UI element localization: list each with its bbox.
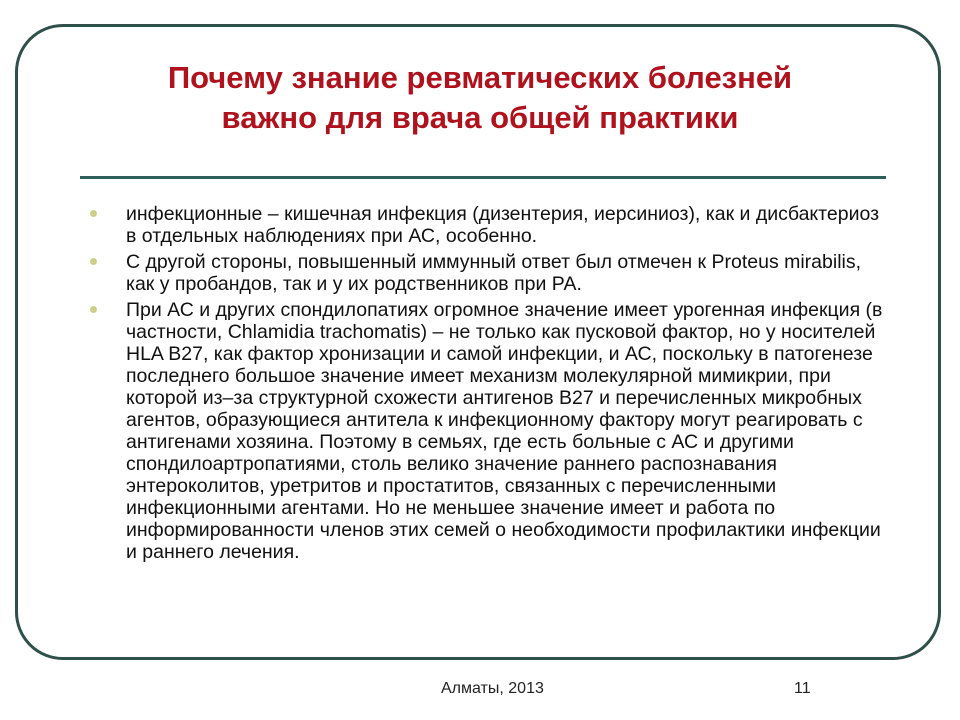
- bullet-item: [90, 251, 890, 295]
- footer-city-year: Алматы, 2013: [441, 680, 544, 697]
- bullet-text: инфекционные – кишечная инфекция (дизентерия, иерсиниоз), как и дисбактериоз в отдельных наблюдениях при АС, особенно.: [126, 203, 880, 247]
- slide-title-line-1: Почему знание ревматических болезней: [167, 60, 793, 95]
- bullet-item: [90, 299, 890, 563]
- slide-title: [60, 58, 900, 138]
- title-divider: [80, 176, 886, 179]
- bullet-dot-icon: [90, 258, 97, 265]
- bullet-text: С другой стороны, повышенный иммунный ответ был отмечен к Proteus mirabilis, как у пробандов, так и у их родственников при РА.: [126, 251, 862, 295]
- slide-title-line-2: важно для врача общей практики: [221, 100, 739, 135]
- bullet-dot-icon: [90, 210, 97, 217]
- page-number: 11: [794, 680, 811, 697]
- bullet-list: [90, 203, 890, 567]
- bullet-item: [90, 203, 890, 247]
- bullet-text: При АС и других спондилопатиях огромное значение имеет урогенная инфекция (в частности, Chlamidia trachomatis) – не только как пусковой фактор, но у носителей HLA B27, как фактор хронизации и самой инфекции, и АС, поскольку в патогенезе последнего большое значение имеет механизм молекулярной мимикрии, при которой из–за структурной схожести антигенов В27 и перечисленных микробных агентов, образующиеся антитела к инфекционному фактору могут реагировать с антигенами хозяина. Поэтому в семьях, где есть больные с АС и другими спондилоартропатиями, столь велико значение раннего распознавания энтероколитов, уретритов и простатитов, связанных с перечисленными инфекционными агентами. Но не меньшее значение имеет и работа по информированности членов этих семей о необходимости профилактики инфекции и раннего лечения.: [126, 299, 883, 563]
- bullet-dot-icon: [90, 306, 97, 313]
